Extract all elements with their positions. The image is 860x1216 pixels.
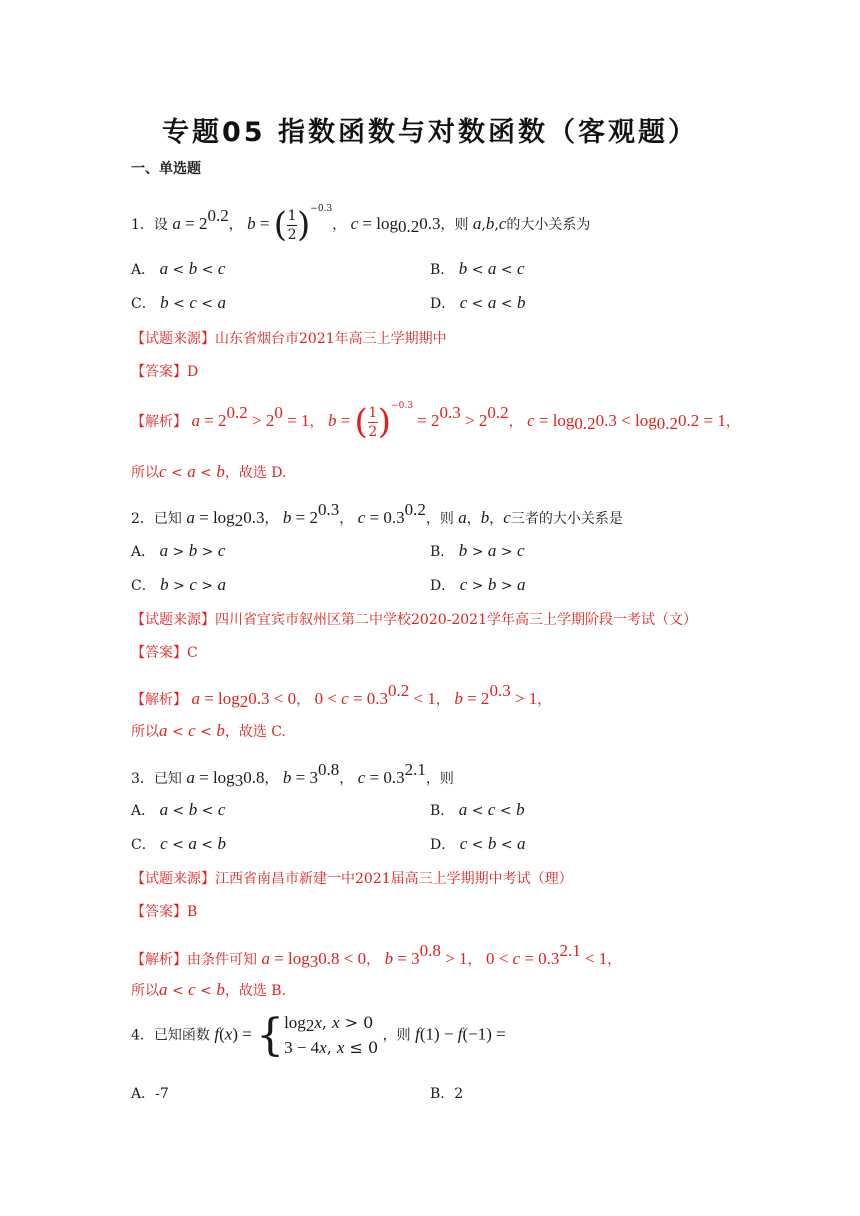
q4-option-b: B．2 bbox=[430, 1086, 464, 1102]
q3-analysis: 【解析】由条件可知 $a = \log_30.8 < 0$， $b = 3^{0.8} > 1$， $0 < c = 0.3^{2.1} < 1$， bbox=[131, 941, 622, 971]
q1-analysis: 【解析】 $a = 2^{0.2} > 2^0 = 1$， b = ( $\frac{1}{2}$ )$^{-0.3} = 2^{0.3} > 2^{0.2}$， $c = \log_{0.2}0.3 < \log_{0.2}0.2 = 1$， bbox=[131, 401, 740, 442]
question-2: 2．已知 $a = \log_20.3$， $b = 2^{0.3}$， $c = 0.3^{0.2}$，则 a，b，c三者的大小关系是 bbox=[131, 500, 623, 530]
q1-option-a: A． a < b < c bbox=[131, 259, 226, 278]
q2-analysis: 【解析】 $a = \log_20.3 < 0$， $0 < c = 0.3^{0.2} < 1$， $b = 2^{0.3} > 1$， bbox=[131, 681, 552, 711]
question-1: 1．设 $a = 2^{0.2}$， b = ( $\frac{1}{2}$ )$^{-0.3}$， $c = \log_{0.2}0.3$，则 a,b,c的大小关系为 bbox=[131, 204, 591, 245]
q2-answer: 【答案】C bbox=[131, 645, 198, 661]
q1-option-b: B． b < a < c bbox=[430, 259, 525, 278]
q2-option-a: A． a > b > c bbox=[131, 541, 226, 560]
question-3: 3．已知 $a = \log_30.8$， $b = 3^{0.8}$， $c = 0.3^{2.1}$，则 bbox=[131, 760, 454, 790]
section-heading: 一、单选题 bbox=[131, 161, 201, 177]
q3-answer: 【答案】B bbox=[131, 904, 198, 920]
page-title: 专题05 指数函数与对数函数（客观题） bbox=[162, 117, 698, 148]
q3-option-d: D． c < b < a bbox=[430, 834, 526, 853]
q3-option-a: A． a < b < c bbox=[131, 800, 226, 819]
q3-conclusion: 所以a < c < b，故选 B. bbox=[131, 980, 287, 999]
q1-source: 【试题来源】山东省烟台市2021年高三上学期期中 bbox=[131, 331, 447, 347]
q1-answer: 【答案】D bbox=[131, 364, 199, 380]
question-4: 4．已知函数 f(x) = { $\log_2x$, x > 0 3 − 4x, x ≤ 0 ，则 f(1) − f(−1) = bbox=[131, 1009, 506, 1061]
q2-conclusion: 所以a < c < b，故选 C. bbox=[131, 721, 286, 740]
q2-option-c: C． b > c > a bbox=[131, 575, 226, 594]
q4-option-a: A．-7 bbox=[131, 1086, 169, 1102]
q3-option-c: C． c < a < b bbox=[131, 834, 226, 853]
q2-source: 【试题来源】四川省宜宾市叙州区第二中学校2020-2021学年高三上学期阶段一考试（文） bbox=[131, 612, 697, 628]
q1-conclusion: 所以c < a < b，故选 D. bbox=[131, 462, 287, 481]
q1-option-d: D． c < a < b bbox=[430, 293, 526, 312]
q3-source: 【试题来源】江西省南昌市新建一中2021届高三上学期期中考试（理） bbox=[131, 871, 573, 887]
q2-option-b: B． b > a > c bbox=[430, 541, 525, 560]
q1-option-c: C． b < c < a bbox=[131, 293, 226, 312]
q3-option-b: B． a < c < b bbox=[430, 800, 525, 819]
q2-option-d: D． c > b > a bbox=[430, 575, 526, 594]
